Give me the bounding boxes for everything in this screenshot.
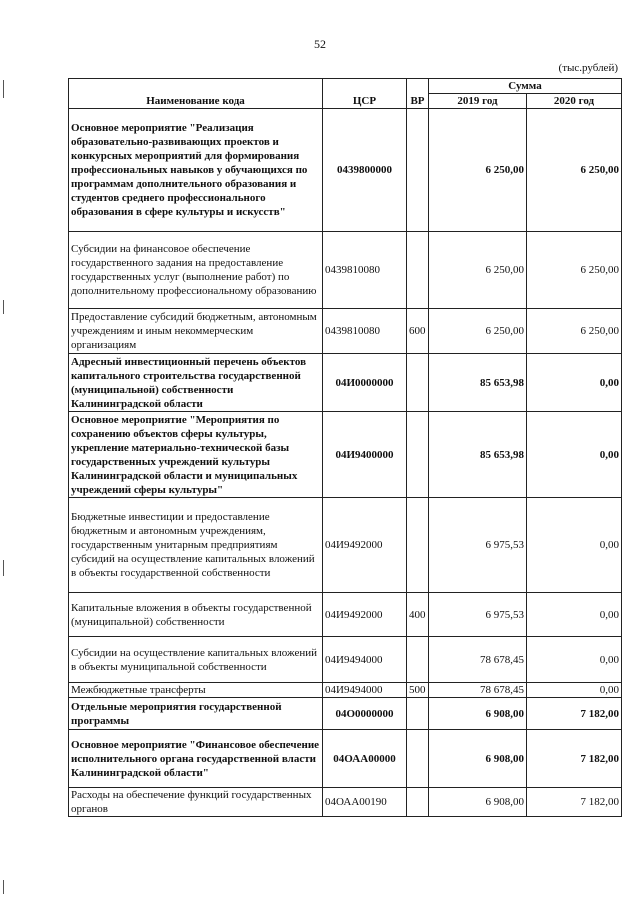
row-sum-2020: 0,00	[527, 354, 622, 412]
table-row	[69, 498, 622, 593]
row-vr	[407, 498, 429, 593]
row-csr: 04И0000000	[323, 354, 407, 412]
row-csr: 04И9494000	[323, 683, 407, 698]
table-row	[69, 593, 622, 637]
row-sum-2020: 6 250,00	[527, 232, 622, 309]
row-name: Основное мероприятие "Реализация образовательно-развивающих проектов и конкурсных мероприятий для формирования профессиональных навыков у обучающихся по программам дополнительного образования и студентов среднего профессионального образования в сфере культуры и искусств"	[69, 109, 323, 232]
row-sum-2019: 6 908,00	[429, 730, 527, 788]
budget-table	[68, 78, 622, 817]
row-sum-2020: 6 250,00	[527, 109, 622, 232]
row-sum-2020: 7 182,00	[527, 698, 622, 730]
header-sum: Сумма	[429, 79, 622, 94]
row-name: Капитальные вложения в объекты государственной (муниципальной) собственности	[69, 593, 323, 637]
table-row	[69, 232, 622, 309]
row-name: Предоставление субсидий бюджетным, автономным учреждениям и иным некоммерческим организациям	[69, 309, 323, 354]
row-sum-2020: 6 250,00	[527, 309, 622, 354]
table-body	[69, 109, 622, 817]
row-sum-2019: 6 250,00	[429, 232, 527, 309]
row-csr: 04И9494000	[323, 637, 407, 683]
row-name: Бюджетные инвестиции и предоставление бюджетным и автономным учреждениям, государственным унитарным предприятиям субсидий на осуществление капитальных вложений в объекты государственной собственности	[69, 498, 323, 593]
table-row	[69, 698, 622, 730]
table-row	[69, 354, 622, 412]
row-csr: 04О0000000	[323, 698, 407, 730]
left-margin-mark	[3, 300, 4, 314]
row-vr	[407, 637, 429, 683]
left-margin-mark	[3, 560, 4, 576]
row-vr: 500	[407, 683, 429, 698]
row-name: Субсидии на осуществление капитальных вложений в объекты муниципальной собственности	[69, 637, 323, 683]
row-csr: 0439800000	[323, 109, 407, 232]
row-sum-2019: 6 975,53	[429, 498, 527, 593]
table-row	[69, 788, 622, 817]
row-name: Субсидии на финансовое обеспечение государственного задания на предоставление государственных услуг (выполнение работ) по дополнительному профессиональному образованию	[69, 232, 323, 309]
row-sum-2019: 85 653,98	[429, 412, 527, 498]
row-vr: 400	[407, 593, 429, 637]
header-name: Наименование кода	[69, 79, 323, 109]
row-sum-2020: 0,00	[527, 683, 622, 698]
row-sum-2019: 78 678,45	[429, 637, 527, 683]
row-csr: 04И9492000	[323, 593, 407, 637]
row-sum-2020: 0,00	[527, 637, 622, 683]
row-vr	[407, 354, 429, 412]
row-sum-2019: 6 250,00	[429, 109, 527, 232]
table-row	[69, 637, 622, 683]
table-row	[69, 412, 622, 498]
row-vr	[407, 412, 429, 498]
row-sum-2020: 0,00	[527, 593, 622, 637]
row-sum-2019: 6 250,00	[429, 309, 527, 354]
row-sum-2020: 7 182,00	[527, 788, 622, 817]
row-csr: 0439810080	[323, 309, 407, 354]
row-name: Основное мероприятие "Мероприятия по сохранению объектов сферы культуры, укрепление материально-технической базы государственных учреждений культуры Калининградской области и муниципальных учреждений сферы культуры"	[69, 412, 323, 498]
row-vr: 600	[407, 309, 429, 354]
row-name: Межбюджетные трансферты	[69, 683, 323, 698]
row-csr: 04И9492000	[323, 498, 407, 593]
row-name: Основное мероприятие "Финансовое обеспечение исполнительного органа государственной власти Калининградской области"	[69, 730, 323, 788]
header-2020: 2020 год	[527, 94, 622, 109]
row-sum-2019: 6 908,00	[429, 788, 527, 817]
row-name: Отдельные мероприятия государственной программы	[69, 698, 323, 730]
left-margin-mark	[3, 880, 4, 894]
row-sum-2019: 6 908,00	[429, 698, 527, 730]
row-vr	[407, 232, 429, 309]
row-vr	[407, 788, 429, 817]
left-margin-mark	[3, 80, 4, 98]
table-row	[69, 109, 622, 232]
row-csr: 04ОАА00000	[323, 730, 407, 788]
row-name: Адресный инвестиционный перечень объектов капитального строительства государственной (муниципальной) собственности Калининградской области	[69, 354, 323, 412]
header-2019: 2019 год	[429, 94, 527, 109]
row-name: Расходы на обеспечение функций государственных органов	[69, 788, 323, 817]
table-row	[69, 683, 622, 698]
header-csr: ЦСР	[323, 79, 407, 109]
row-vr	[407, 698, 429, 730]
page-number: 52	[314, 37, 326, 51]
row-sum-2019: 85 653,98	[429, 354, 527, 412]
row-sum-2020: 0,00	[527, 412, 622, 498]
row-csr: 0439810080	[323, 232, 407, 309]
row-csr: 04И9400000	[323, 412, 407, 498]
row-sum-2020: 0,00	[527, 498, 622, 593]
units-label: (тыс.рублей)	[558, 62, 618, 74]
row-sum-2019: 78 678,45	[429, 683, 527, 698]
row-vr	[407, 730, 429, 788]
row-csr: 04ОАА00190	[323, 788, 407, 817]
header-vr: ВР	[407, 79, 429, 109]
row-sum-2019: 6 975,53	[429, 593, 527, 637]
row-sum-2020: 7 182,00	[527, 730, 622, 788]
row-vr	[407, 109, 429, 232]
table-row	[69, 309, 622, 354]
table-row	[69, 730, 622, 788]
